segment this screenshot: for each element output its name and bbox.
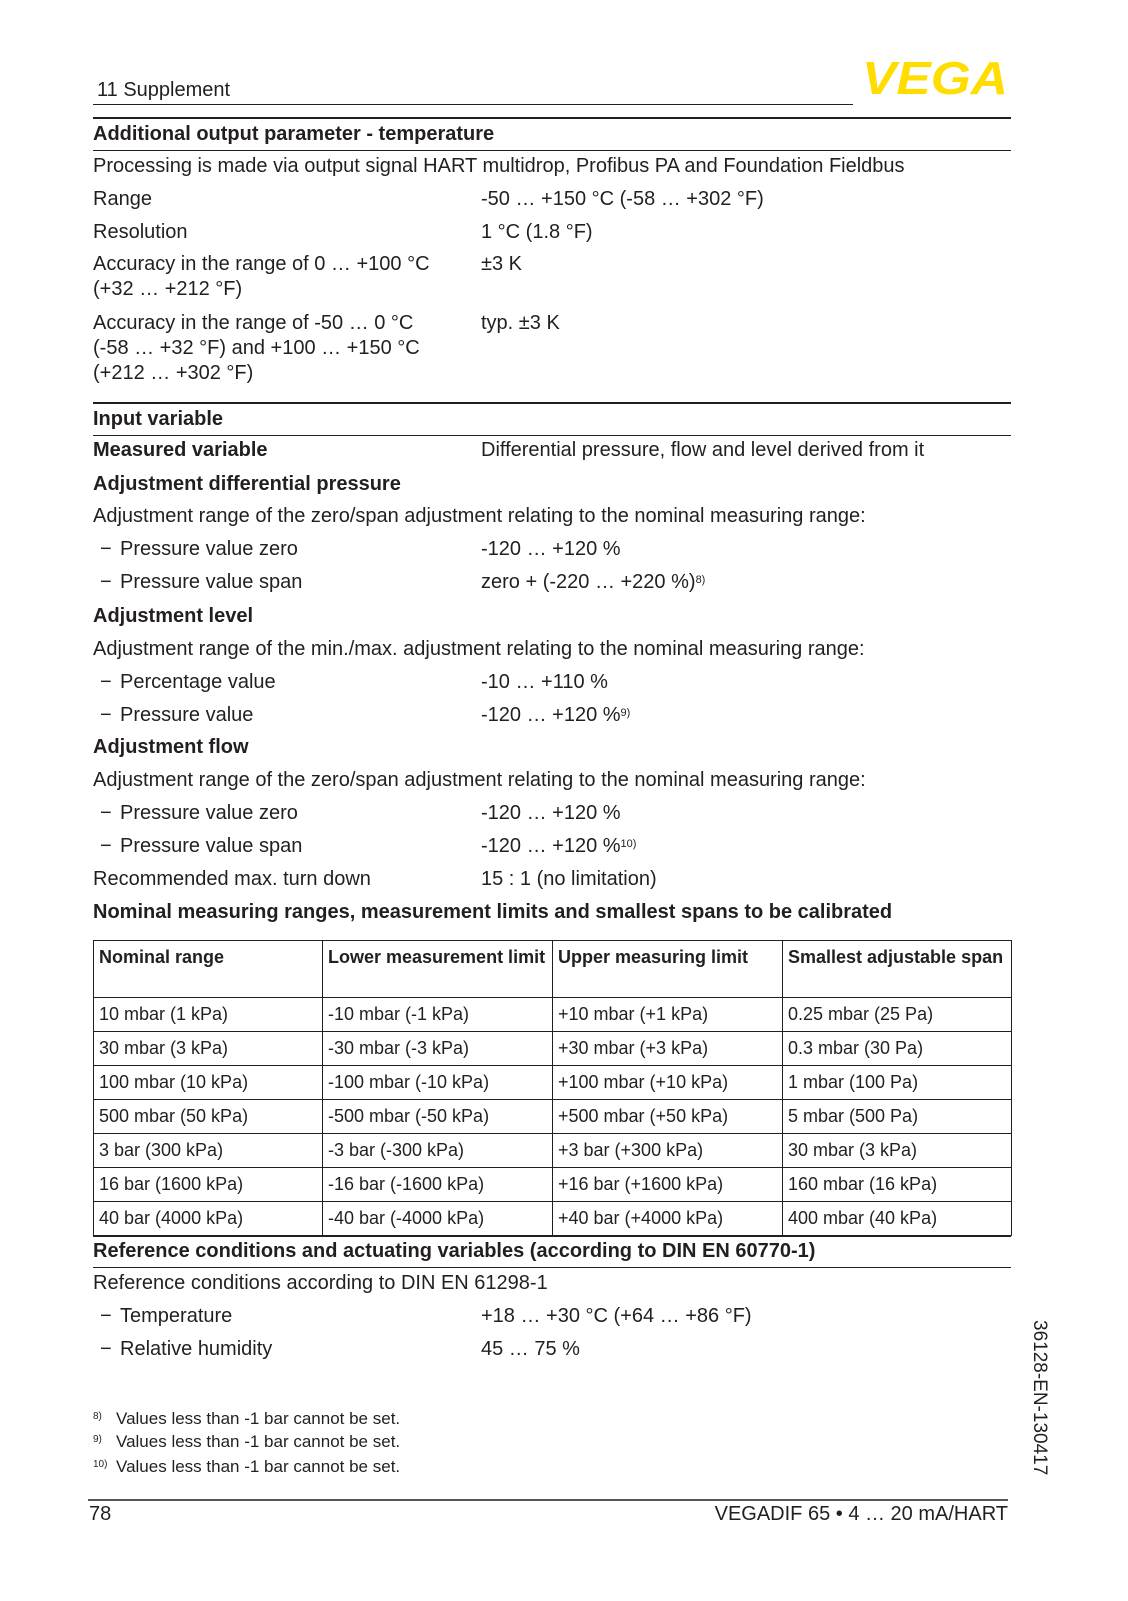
table-cell: 0.3 mbar (30 Pa) — [783, 1032, 1012, 1066]
table-row — [94, 998, 1012, 1032]
divider — [93, 1267, 1011, 1268]
accuracy2-label: Accuracy in the range of -50 … 0 °C — [93, 312, 414, 334]
product-name: VEGADIF 65 • 4 … 20 mA/HART — [714, 1503, 1008, 1525]
resolution-label: Resolution — [93, 221, 188, 243]
range-label: Range — [93, 188, 152, 210]
footnote-ref: 9) — [620, 707, 631, 719]
ref-temperature-value: +18 … +30 °C (+64 … +86 °F) — [481, 1305, 752, 1327]
table-cell: 160 mbar (16 kPa) — [783, 1168, 1012, 1202]
table-cell: -3 bar (-300 kPa) — [323, 1134, 553, 1168]
adj-dp-zero-value: -120 … +120 % — [481, 538, 621, 560]
adj-flow-span-value — [481, 834, 636, 859]
table-cell: +3 bar (+300 kPa) — [553, 1134, 783, 1168]
range-value: -50 … +150 °C (-58 … +302 °F) — [481, 188, 764, 210]
adj-flow-zero-label: Pressure value zero — [120, 802, 298, 824]
table-row — [94, 1202, 1012, 1236]
divider — [93, 402, 1011, 404]
table-row — [94, 1032, 1012, 1066]
dash: − — [100, 538, 112, 560]
document-id: 36128-EN-130417 — [1029, 1320, 1050, 1476]
adj-level-pressure-value — [481, 703, 630, 728]
table-cell: -30 mbar (-3 kPa) — [323, 1032, 553, 1066]
table-cell: 16 bar (1600 kPa) — [94, 1168, 323, 1202]
table-cell: -10 mbar (-1 kPa) — [323, 998, 553, 1032]
ranges-heading: Nominal measuring ranges, measurement limits and smallest spans to be calibrated — [93, 901, 893, 923]
turn-down-value: 15 : 1 (no limitation) — [481, 868, 657, 890]
divider — [93, 117, 1011, 119]
svg-text:VEGA: VEGA — [862, 58, 1008, 98]
footnote-text: Values less than -1 bar cannot be set. — [116, 1409, 401, 1428]
turn-down-label: Recommended max. turn down — [93, 868, 371, 890]
dash: − — [100, 835, 112, 857]
ref-temperature-label: Temperature — [120, 1305, 233, 1327]
adj-flow-span-label: Pressure value span — [120, 835, 303, 857]
column-header: Nominal range — [94, 941, 323, 998]
section-title: 11 Supplement — [97, 79, 231, 101]
footnote-mark: 10) — [93, 1459, 108, 1470]
table-cell: +40 bar (+4000 kPa) — [553, 1202, 783, 1236]
accuracy1-value: ±3 K — [481, 253, 522, 275]
table-cell: 5 mbar (500 Pa) — [783, 1100, 1012, 1134]
table-cell: 3 bar (300 kPa) — [94, 1134, 323, 1168]
accuracy2-label-3: (+212 … +302 °F) — [93, 362, 254, 384]
dash: − — [100, 704, 112, 726]
table-row — [94, 1168, 1012, 1202]
table-row — [94, 1134, 1012, 1168]
adj-flow-heading: Adjustment flow — [93, 736, 249, 758]
adj-level-pressure-label: Pressure value — [120, 704, 254, 726]
ref-humidity-value: 45 … 75 % — [481, 1338, 580, 1360]
table-cell: 0.25 mbar (25 Pa) — [783, 998, 1012, 1032]
column-header: Smallest adjustable span — [783, 941, 1012, 998]
divider — [93, 1235, 1011, 1237]
section-heading-input: Input variable — [93, 408, 224, 430]
table-cell: 40 bar (4000 kPa) — [94, 1202, 323, 1236]
accuracy2-label-2: (-58 … +32 °F) and +100 … +150 °C — [93, 337, 420, 359]
divider — [93, 150, 1011, 151]
footer-rule — [88, 1499, 1008, 1501]
table-cell: 100 mbar (10 kPa) — [94, 1066, 323, 1100]
page-number: 78 — [89, 1503, 112, 1525]
adj-dp-heading: Adjustment differential pressure — [93, 473, 401, 495]
adj-dp-intro: Adjustment range of the zero/span adjustment relating to the nominal measuring range: — [93, 505, 866, 527]
section-heading-temperature: Additional output parameter - temperature — [93, 123, 495, 145]
value-text: -120 … +120 % — [481, 704, 621, 726]
header-rule — [93, 104, 853, 105]
table-cell: +30 mbar (+3 kPa) — [553, 1032, 783, 1066]
table-cell: +10 mbar (+1 kPa) — [553, 998, 783, 1032]
table-cell: 1 mbar (100 Pa) — [783, 1066, 1012, 1100]
dash: − — [100, 802, 112, 824]
reference-intro: Reference conditions according to DIN EN 61298-1 — [93, 1272, 548, 1294]
adj-flow-intro: Adjustment range of the zero/span adjustment relating to the nominal measuring range: — [93, 769, 866, 791]
value-text: -120 … +120 % — [481, 835, 621, 857]
adj-level-intro: Adjustment range of the min./max. adjustment relating to the nominal measuring range: — [93, 638, 865, 660]
adj-flow-zero-value: -120 … +120 % — [481, 802, 621, 824]
dash: − — [100, 571, 112, 593]
table-cell: +16 bar (+1600 kPa) — [553, 1168, 783, 1202]
table-cell: -40 bar (-4000 kPa) — [323, 1202, 553, 1236]
dash: − — [100, 671, 112, 693]
table-cell: 500 mbar (50 kPa) — [94, 1100, 323, 1134]
footnote-mark: 8) — [93, 1411, 102, 1422]
adj-level-heading: Adjustment level — [93, 605, 254, 627]
table-cell: +500 mbar (+50 kPa) — [553, 1100, 783, 1134]
reference-heading: Reference conditions and actuating variables (according to DIN EN 60770-1) — [93, 1240, 816, 1262]
footnote-mark: 9) — [93, 1434, 102, 1445]
column-header: Lower measurement limit — [323, 941, 553, 998]
adj-dp-span-value — [481, 570, 705, 595]
table-row — [94, 1066, 1012, 1100]
table-cell: 10 mbar (1 kPa) — [94, 998, 323, 1032]
accuracy1-label-2: (+32 … +212 °F) — [93, 278, 243, 300]
table-cell: -500 mbar (-50 kPa) — [323, 1100, 553, 1134]
accuracy2-value: typ. ±3 K — [481, 312, 560, 334]
divider — [93, 435, 1011, 436]
vega-logo — [862, 58, 1010, 98]
table-cell: -100 mbar (-10 kPa) — [323, 1066, 553, 1100]
column-header: Upper measuring limit — [553, 941, 783, 998]
measured-variable-value: Differential pressure, flow and level derived from it — [481, 439, 925, 461]
temp-intro: Processing is made via output signal HART multidrop, Profibus PA and Foundation Fieldbus — [93, 155, 905, 177]
footnote-text: Values less than -1 bar cannot be set. — [116, 1432, 401, 1451]
table-cell: +100 mbar (+10 kPa) — [553, 1066, 783, 1100]
adj-level-percent-label: Percentage value — [120, 671, 276, 693]
measured-variable-label: Measured variable — [93, 439, 268, 461]
table-row — [94, 1100, 1012, 1134]
adj-dp-zero-label: Pressure value zero — [120, 538, 298, 560]
value-text: zero + (-220 … +220 %) — [481, 571, 696, 593]
footnote-ref: 10) — [620, 838, 637, 850]
table-cell: 30 mbar (3 kPa) — [783, 1134, 1012, 1168]
table-cell: -16 bar (-1600 kPa) — [323, 1168, 553, 1202]
table-cell: 400 mbar (40 kPa) — [783, 1202, 1012, 1236]
accuracy1-label: Accuracy in the range of 0 … +100 °C — [93, 253, 430, 275]
dash: − — [100, 1305, 112, 1327]
ref-humidity-label: Relative humidity — [120, 1338, 273, 1360]
adj-level-percent-value: -10 … +110 % — [481, 671, 608, 693]
ranges-table — [93, 940, 1012, 1236]
footnote-ref: 8) — [695, 574, 706, 586]
resolution-value: 1 °C (1.8 °F) — [481, 221, 593, 243]
table-header-row — [94, 941, 1012, 998]
dash: − — [100, 1338, 112, 1360]
footnote-text: Values less than -1 bar cannot be set. — [116, 1457, 401, 1476]
adj-dp-span-label: Pressure value span — [120, 571, 303, 593]
table-cell: 30 mbar (3 kPa) — [94, 1032, 323, 1066]
